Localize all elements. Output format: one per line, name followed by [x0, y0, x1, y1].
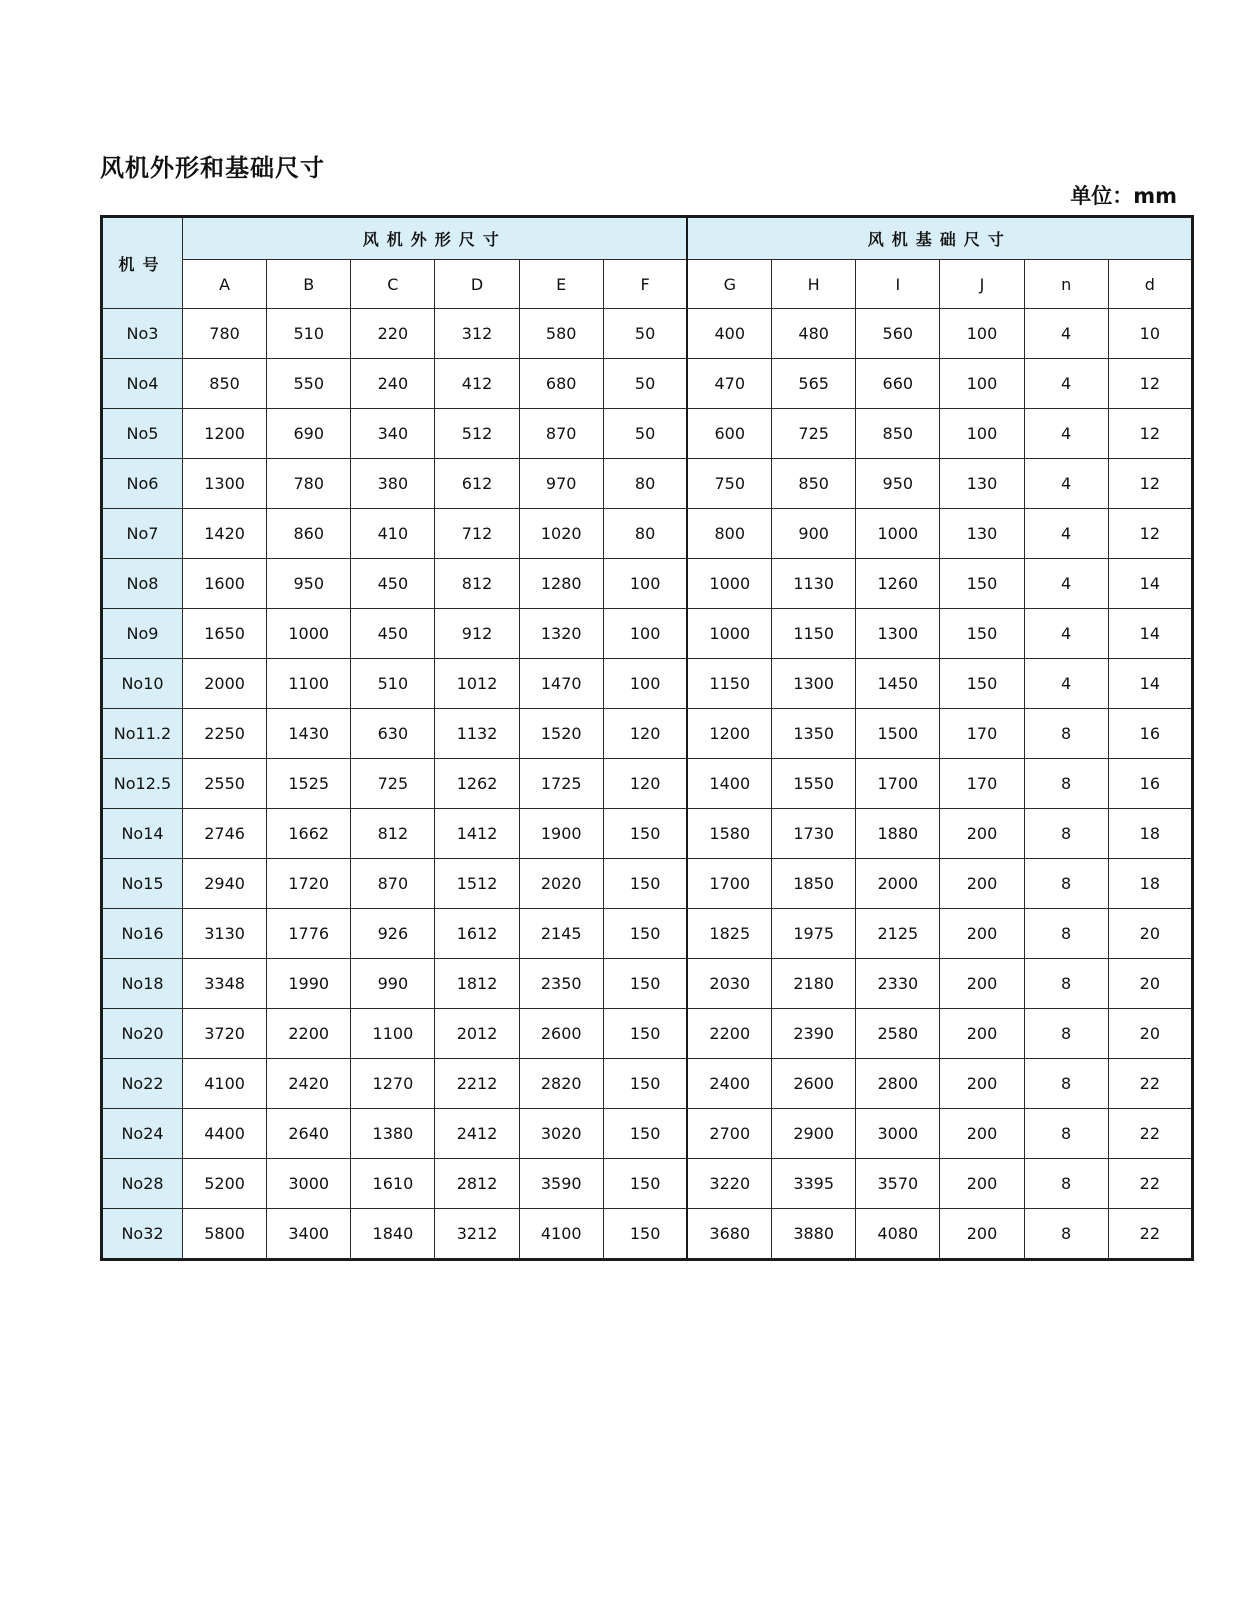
value-cell: 2550 [183, 759, 267, 809]
value-cell: 712 [435, 509, 519, 559]
value-cell: 130 [940, 459, 1024, 509]
value-cell: 12 [1108, 409, 1192, 459]
model-cell: No5 [102, 409, 183, 459]
value-cell: 470 [687, 359, 771, 409]
value-cell: 120 [603, 759, 687, 809]
outline-dimensions-header: 风机外形尺寸 [183, 217, 688, 260]
value-cell: 2350 [519, 959, 603, 1009]
value-cell: 1000 [687, 559, 771, 609]
value-cell: 750 [687, 459, 771, 509]
value-cell: 312 [435, 309, 519, 359]
value-cell: 2640 [267, 1109, 351, 1159]
value-cell: 2200 [267, 1009, 351, 1059]
value-cell: 2145 [519, 909, 603, 959]
value-cell: 8 [1024, 1009, 1108, 1059]
value-cell: 1450 [856, 659, 940, 709]
model-cell: No12.5 [102, 759, 183, 809]
value-cell: 3395 [772, 1159, 856, 1209]
value-cell: 1850 [772, 859, 856, 909]
value-cell: 3720 [183, 1009, 267, 1059]
value-cell: 150 [603, 809, 687, 859]
value-cell: 2900 [772, 1109, 856, 1159]
value-cell: 550 [267, 359, 351, 409]
value-cell: 1840 [351, 1209, 435, 1260]
value-cell: 1300 [856, 609, 940, 659]
value-cell: 8 [1024, 1209, 1108, 1260]
column-header-I: I [856, 260, 940, 309]
value-cell: 1512 [435, 859, 519, 909]
table-row [102, 1159, 1193, 1209]
value-cell: 2820 [519, 1059, 603, 1109]
value-cell: 50 [603, 359, 687, 409]
model-cell: No18 [102, 959, 183, 1009]
value-cell: 1020 [519, 509, 603, 559]
value-cell: 1825 [687, 909, 771, 959]
column-header-C: C [351, 260, 435, 309]
value-cell: 4 [1024, 559, 1108, 609]
value-cell: 1776 [267, 909, 351, 959]
value-cell: 80 [603, 509, 687, 559]
value-cell: 3130 [183, 909, 267, 959]
model-cell: No6 [102, 459, 183, 509]
value-cell: 450 [351, 609, 435, 659]
value-cell: 1725 [519, 759, 603, 809]
value-cell: 200 [940, 1059, 1024, 1109]
value-cell: 4 [1024, 409, 1108, 459]
value-cell: 1130 [772, 559, 856, 609]
value-cell: 2200 [687, 1009, 771, 1059]
value-cell: 20 [1108, 1009, 1192, 1059]
value-cell: 1150 [772, 609, 856, 659]
value-cell: 870 [519, 409, 603, 459]
model-cell: No28 [102, 1159, 183, 1209]
value-cell: 12 [1108, 459, 1192, 509]
value-cell: 2125 [856, 909, 940, 959]
value-cell: 100 [940, 309, 1024, 359]
value-cell: 3348 [183, 959, 267, 1009]
model-cell: No4 [102, 359, 183, 409]
group-header-row [102, 217, 1193, 260]
value-cell: 18 [1108, 859, 1192, 909]
value-cell: 2420 [267, 1059, 351, 1109]
value-cell: 1000 [267, 609, 351, 659]
column-header-F: F [603, 260, 687, 309]
value-cell: 3020 [519, 1109, 603, 1159]
value-cell: 1600 [183, 559, 267, 609]
model-cell: No11.2 [102, 709, 183, 759]
value-cell: 725 [351, 759, 435, 809]
value-cell: 22 [1108, 1159, 1192, 1209]
value-cell: 1975 [772, 909, 856, 959]
value-cell: 1150 [687, 659, 771, 709]
value-cell: 150 [603, 1109, 687, 1159]
page-title: 风机外形和基础尺寸 [100, 154, 325, 182]
value-cell: 8 [1024, 1109, 1108, 1159]
value-cell: 926 [351, 909, 435, 959]
column-header-A: A [183, 260, 267, 309]
column-header-D: D [435, 260, 519, 309]
value-cell: 1260 [856, 559, 940, 609]
value-cell: 20 [1108, 909, 1192, 959]
value-cell: 14 [1108, 609, 1192, 659]
column-header-row [102, 260, 1193, 309]
value-cell: 150 [940, 559, 1024, 609]
table-row [102, 1109, 1193, 1159]
model-cell: No20 [102, 1009, 183, 1059]
model-cell: No16 [102, 909, 183, 959]
value-cell: 150 [603, 1009, 687, 1059]
table-row [102, 309, 1193, 359]
column-header-J: J [940, 260, 1024, 309]
value-cell: 12 [1108, 359, 1192, 409]
table-body [102, 309, 1193, 1260]
value-cell: 990 [351, 959, 435, 1009]
value-cell: 100 [940, 359, 1024, 409]
table-row [102, 559, 1193, 609]
value-cell: 2400 [687, 1059, 771, 1109]
value-cell: 1730 [772, 809, 856, 859]
value-cell: 80 [603, 459, 687, 509]
value-cell: 480 [772, 309, 856, 359]
value-cell: 3570 [856, 1159, 940, 1209]
model-cell: No15 [102, 859, 183, 909]
value-cell: 4 [1024, 359, 1108, 409]
value-cell: 150 [940, 609, 1024, 659]
value-cell: 200 [940, 1009, 1024, 1059]
value-cell: 22 [1108, 1059, 1192, 1109]
table-row [102, 659, 1193, 709]
value-cell: 4 [1024, 509, 1108, 559]
value-cell: 3880 [772, 1209, 856, 1260]
value-cell: 565 [772, 359, 856, 409]
table-row [102, 409, 1193, 459]
table-row [102, 609, 1193, 659]
value-cell: 2940 [183, 859, 267, 909]
value-cell: 1520 [519, 709, 603, 759]
value-cell: 10 [1108, 309, 1192, 359]
value-cell: 1380 [351, 1109, 435, 1159]
value-cell: 2000 [183, 659, 267, 709]
value-cell: 2746 [183, 809, 267, 859]
value-cell: 2012 [435, 1009, 519, 1059]
value-cell: 1650 [183, 609, 267, 659]
value-cell: 690 [267, 409, 351, 459]
value-cell: 1200 [687, 709, 771, 759]
model-cell: No3 [102, 309, 183, 359]
model-cell: No9 [102, 609, 183, 659]
value-cell: 1100 [351, 1009, 435, 1059]
value-cell: 200 [940, 809, 1024, 859]
value-cell: 1812 [435, 959, 519, 1009]
value-cell: 3000 [856, 1109, 940, 1159]
value-cell: 1470 [519, 659, 603, 709]
value-cell: 22 [1108, 1209, 1192, 1260]
model-column-header: 机号 [102, 217, 183, 309]
value-cell: 870 [351, 859, 435, 909]
column-header-n: n [1024, 260, 1108, 309]
value-cell: 1300 [183, 459, 267, 509]
value-cell: 8 [1024, 1059, 1108, 1109]
value-cell: 4 [1024, 609, 1108, 659]
value-cell: 2330 [856, 959, 940, 1009]
value-cell: 850 [772, 459, 856, 509]
table-row [102, 959, 1193, 1009]
value-cell: 8 [1024, 709, 1108, 759]
value-cell: 900 [772, 509, 856, 559]
value-cell: 4100 [183, 1059, 267, 1109]
value-cell: 600 [687, 409, 771, 459]
value-cell: 16 [1108, 709, 1192, 759]
value-cell: 1412 [435, 809, 519, 859]
value-cell: 8 [1024, 759, 1108, 809]
value-cell: 1320 [519, 609, 603, 659]
value-cell: 380 [351, 459, 435, 509]
value-cell: 120 [603, 709, 687, 759]
value-cell: 1100 [267, 659, 351, 709]
column-header-d: d [1108, 260, 1192, 309]
value-cell: 812 [351, 809, 435, 859]
value-cell: 1350 [772, 709, 856, 759]
value-cell: 630 [351, 709, 435, 759]
value-cell: 1400 [687, 759, 771, 809]
table-row [102, 709, 1193, 759]
table-row [102, 459, 1193, 509]
value-cell: 1612 [435, 909, 519, 959]
table-row [102, 909, 1193, 959]
value-cell: 18 [1108, 809, 1192, 859]
value-cell: 3590 [519, 1159, 603, 1209]
value-cell: 780 [267, 459, 351, 509]
value-cell: 1270 [351, 1059, 435, 1109]
value-cell: 200 [940, 1109, 1024, 1159]
value-cell: 1550 [772, 759, 856, 809]
value-cell: 1280 [519, 559, 603, 609]
value-cell: 3400 [267, 1209, 351, 1260]
value-cell: 860 [267, 509, 351, 559]
value-cell: 3680 [687, 1209, 771, 1260]
value-cell: 725 [772, 409, 856, 459]
value-cell: 660 [856, 359, 940, 409]
value-cell: 16 [1108, 759, 1192, 809]
value-cell: 812 [435, 559, 519, 609]
value-cell: 2812 [435, 1159, 519, 1209]
value-cell: 1000 [687, 609, 771, 659]
value-cell: 200 [940, 859, 1024, 909]
value-cell: 2250 [183, 709, 267, 759]
value-cell: 20 [1108, 959, 1192, 1009]
value-cell: 3212 [435, 1209, 519, 1260]
value-cell: 2390 [772, 1009, 856, 1059]
table-row [102, 809, 1193, 859]
value-cell: 1262 [435, 759, 519, 809]
foundation-dimensions-header: 风机基础尺寸 [687, 217, 1192, 260]
table-row [102, 1009, 1193, 1059]
value-cell: 130 [940, 509, 1024, 559]
dimension-table [100, 215, 1194, 1261]
value-cell: 150 [603, 1059, 687, 1109]
value-cell: 950 [856, 459, 940, 509]
unit-label: 单位：mm [1070, 184, 1177, 208]
value-cell: 612 [435, 459, 519, 509]
value-cell: 4100 [519, 1209, 603, 1260]
column-header-B: B [267, 260, 351, 309]
value-cell: 340 [351, 409, 435, 459]
model-cell: No22 [102, 1059, 183, 1109]
value-cell: 1525 [267, 759, 351, 809]
value-cell: 1720 [267, 859, 351, 909]
value-cell: 150 [603, 1209, 687, 1260]
value-cell: 22 [1108, 1109, 1192, 1159]
value-cell: 100 [603, 559, 687, 609]
value-cell: 2600 [519, 1009, 603, 1059]
value-cell: 100 [603, 659, 687, 709]
value-cell: 1000 [856, 509, 940, 559]
value-cell: 2000 [856, 859, 940, 909]
value-cell: 1300 [772, 659, 856, 709]
value-cell: 50 [603, 309, 687, 359]
value-cell: 580 [519, 309, 603, 359]
model-cell: No14 [102, 809, 183, 859]
value-cell: 560 [856, 309, 940, 359]
value-cell: 1200 [183, 409, 267, 459]
model-cell: No32 [102, 1209, 183, 1260]
value-cell: 5800 [183, 1209, 267, 1260]
value-cell: 200 [940, 909, 1024, 959]
value-cell: 8 [1024, 809, 1108, 859]
value-cell: 150 [603, 1159, 687, 1209]
value-cell: 150 [603, 859, 687, 909]
value-cell: 450 [351, 559, 435, 609]
value-cell: 400 [687, 309, 771, 359]
value-cell: 170 [940, 709, 1024, 759]
value-cell: 412 [435, 359, 519, 409]
value-cell: 8 [1024, 1159, 1108, 1209]
value-cell: 850 [856, 409, 940, 459]
value-cell: 1662 [267, 809, 351, 859]
value-cell: 2180 [772, 959, 856, 1009]
value-cell: 780 [183, 309, 267, 359]
value-cell: 512 [435, 409, 519, 459]
value-cell: 150 [940, 659, 1024, 709]
column-header-G: G [687, 260, 771, 309]
table-row [102, 1209, 1193, 1260]
model-cell: No7 [102, 509, 183, 559]
value-cell: 1610 [351, 1159, 435, 1209]
value-cell: 1500 [856, 709, 940, 759]
value-cell: 800 [687, 509, 771, 559]
value-cell: 200 [940, 1159, 1024, 1209]
table-row [102, 859, 1193, 909]
value-cell: 240 [351, 359, 435, 409]
model-cell: No10 [102, 659, 183, 709]
value-cell: 4400 [183, 1109, 267, 1159]
value-cell: 100 [603, 609, 687, 659]
value-cell: 1430 [267, 709, 351, 759]
value-cell: 8 [1024, 859, 1108, 909]
value-cell: 100 [940, 409, 1024, 459]
value-cell: 680 [519, 359, 603, 409]
value-cell: 150 [603, 909, 687, 959]
value-cell: 2412 [435, 1109, 519, 1159]
value-cell: 912 [435, 609, 519, 659]
value-cell: 510 [351, 659, 435, 709]
value-cell: 4 [1024, 309, 1108, 359]
value-cell: 14 [1108, 659, 1192, 709]
value-cell: 14 [1108, 559, 1192, 609]
table-row [102, 359, 1193, 409]
column-header-H: H [772, 260, 856, 309]
value-cell: 5200 [183, 1159, 267, 1209]
value-cell: 1880 [856, 809, 940, 859]
table-row [102, 759, 1193, 809]
value-cell: 1700 [687, 859, 771, 909]
value-cell: 1012 [435, 659, 519, 709]
value-cell: 510 [267, 309, 351, 359]
value-cell: 4 [1024, 659, 1108, 709]
column-header-E: E [519, 260, 603, 309]
table-row [102, 509, 1193, 559]
value-cell: 1420 [183, 509, 267, 559]
value-cell: 2212 [435, 1059, 519, 1109]
value-cell: 2600 [772, 1059, 856, 1109]
value-cell: 8 [1024, 959, 1108, 1009]
value-cell: 2030 [687, 959, 771, 1009]
value-cell: 220 [351, 309, 435, 359]
value-cell: 200 [940, 1209, 1024, 1260]
value-cell: 1132 [435, 709, 519, 759]
value-cell: 1990 [267, 959, 351, 1009]
value-cell: 850 [183, 359, 267, 409]
value-cell: 4080 [856, 1209, 940, 1260]
value-cell: 1900 [519, 809, 603, 859]
value-cell: 200 [940, 959, 1024, 1009]
value-cell: 3220 [687, 1159, 771, 1209]
value-cell: 12 [1108, 509, 1192, 559]
value-cell: 150 [603, 959, 687, 1009]
value-cell: 4 [1024, 459, 1108, 509]
value-cell: 2580 [856, 1009, 940, 1059]
value-cell: 410 [351, 509, 435, 559]
value-cell: 3000 [267, 1159, 351, 1209]
value-cell: 170 [940, 759, 1024, 809]
table-row [102, 1059, 1193, 1109]
model-cell: No8 [102, 559, 183, 609]
value-cell: 2800 [856, 1059, 940, 1109]
value-cell: 50 [603, 409, 687, 459]
value-cell: 1580 [687, 809, 771, 859]
model-cell: No24 [102, 1109, 183, 1159]
value-cell: 1700 [856, 759, 940, 809]
value-cell: 2700 [687, 1109, 771, 1159]
value-cell: 970 [519, 459, 603, 509]
value-cell: 2020 [519, 859, 603, 909]
value-cell: 950 [267, 559, 351, 609]
value-cell: 8 [1024, 909, 1108, 959]
